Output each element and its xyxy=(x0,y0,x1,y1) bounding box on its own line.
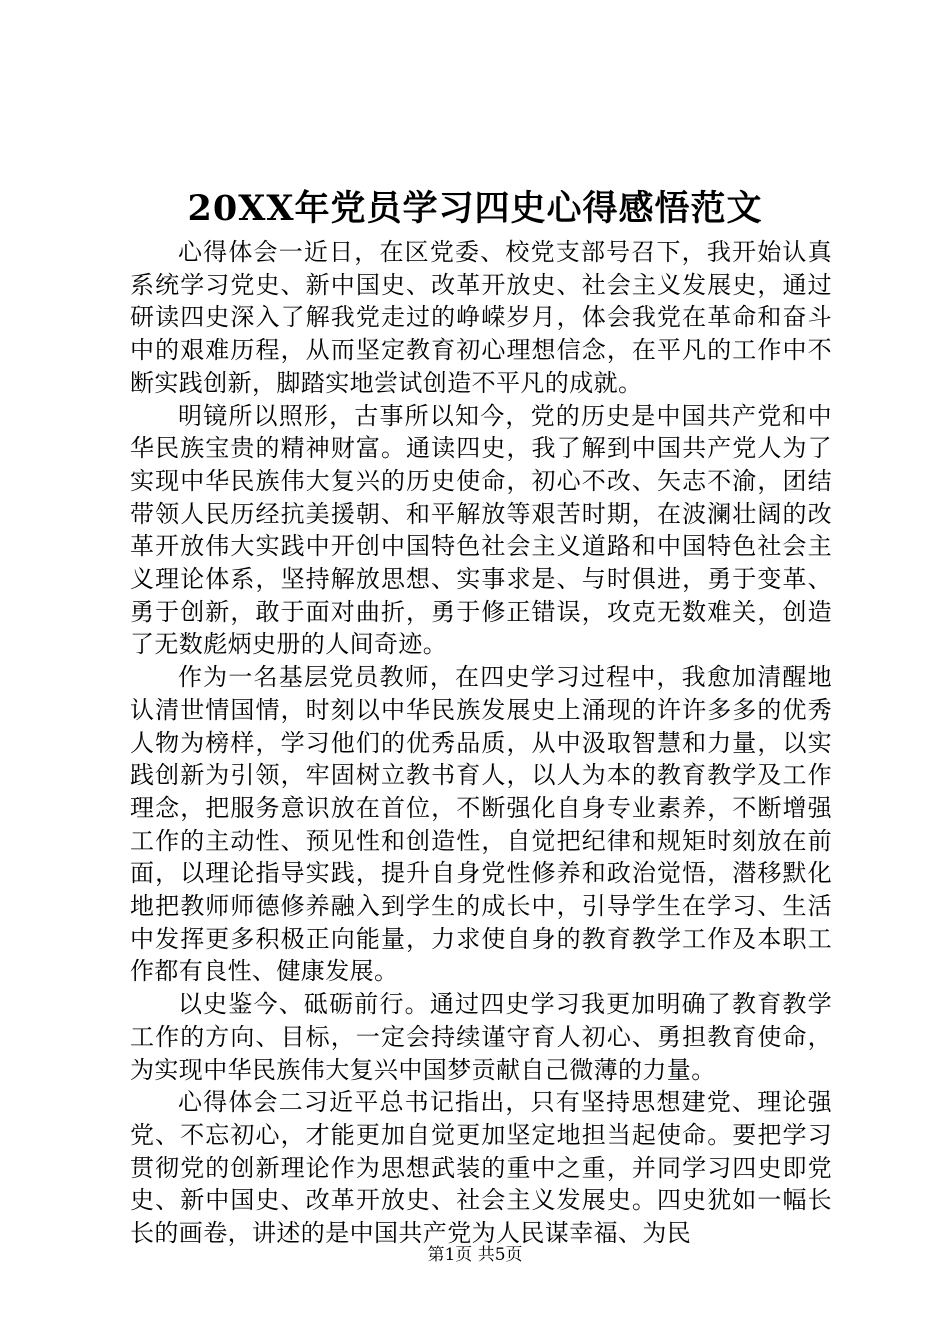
paragraph: 明镜所以照形，古事所以知今，党的历史是中国共产党和中华民族宝贵的精神财富。通读四史，我了解到中国共产党人为了实现中华民族伟大复兴的历史使命，初心不改、矢志不渝，团结带领人民历经抗美援朝、和平解放等艰苦时期，在波澜壮阔的改革开放伟大实践中开创中国特色社会主义道路和中国特色社会主义理论体系，坚持解放思想、实事求是、与时俱进，勇于变革、勇于创新，敢于面对曲折，勇于修正错误，攻克无数难关，创造了无数彪炳史册的人间奇迹。 xyxy=(130,401,832,659)
paragraph: 作为一名基层党员教师，在四史学习过程中，我愈加清醒地认清世情国情，时刻以中华民族发展史上涌现的许许多多的优秀人物为榜样，学习他们的优秀品质，从中汲取智慧和力量，以实践创新为引领，牢固树立教书育人，以人为本的教育教学及工作理念，把服务意识放在首位，不断强化自身专业素养，不断增强工作的主动性、预见性和创造性，自觉把纪律和规矩时刻放在前面，以理论指导实践，提升自身党性修养和政治觉悟，潜移默化地把教师师德修养融入到学生的成长中，引导学生在学习、生活中发挥更多积极正向能量，力求使自身的教育教学工作及本职工作都有良性、健康发展。 xyxy=(130,663,832,986)
document-body xyxy=(130,236,832,1250)
page-number-footer: 第1页 共5页 xyxy=(427,1245,523,1265)
document-title: 20XX年党员学习四史心得感悟范文 xyxy=(187,188,763,229)
paragraph: 心得体会二习近平总书记指出，只有坚持思想建党、理论强党、不忘初心，才能更加自觉更加坚定地担当起使命。要把学习贯彻党的创新理论作为思想武装的重中之重，并同学习四史即党史、新中国史、改革开放史、社会主义发展史。四史犹如一幅长长的画卷，讲述的是中国共产党为人民谋幸福、为民 xyxy=(130,1088,832,1248)
paragraph: 心得体会一近日，在区党委、校党支部号召下，我开始认真系统学习党史、新中国史、改革开放史、社会主义发展史，通过研读四史深入了解我党走过的峥嵘岁月，体会我党在革命和奋斗中的艰难历程，从而坚定教育初心理想信念，在平凡的工作中不断实践创新，脚踏实地尝试创造不平凡的成就。 xyxy=(130,238,832,397)
paragraph: 以史鉴今、砥砺前行。通过四史学习我更加明确了教育教学工作的方向、目标，一定会持续谨守育人初心、勇担教育使命，为实现中华民族伟大复兴中国梦贡献自己微薄的力量。 xyxy=(130,990,832,1084)
